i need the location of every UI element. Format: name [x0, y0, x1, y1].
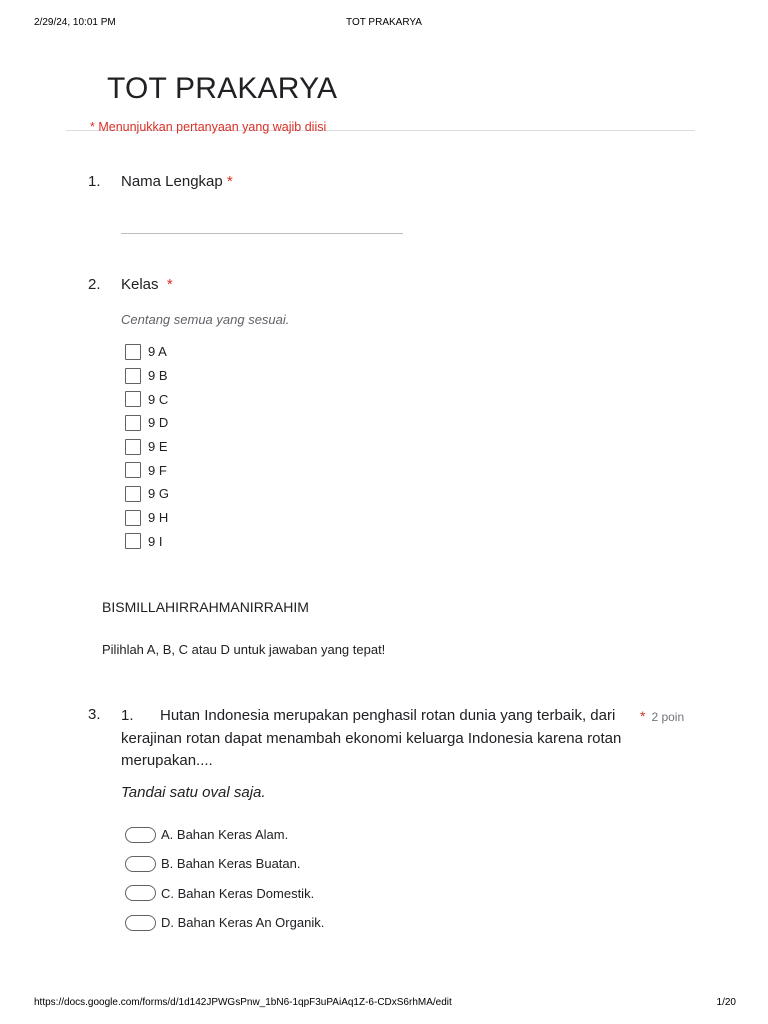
section-title: BISMILLAHIRRAHMANIRRAHIM — [102, 599, 309, 615]
answer-option-c[interactable] — [125, 879, 324, 908]
checkbox-label: 9 I — [148, 533, 163, 549]
print-url: https://docs.google.com/forms/d/1d142JPWGsPnw_1bN6-1qpF3uPAiAq1Z-6-CDxS6rhMA/edit — [34, 997, 452, 1008]
radio-label: D. Bahan Keras An Organik. — [161, 915, 325, 931]
print-footer — [0, 997, 768, 1011]
question-3-text-line1: Hutan Indonesia merupakan penghasil rotan dunia yang terbaik, dari — [160, 707, 616, 724]
kelas-option-9g[interactable] — [125, 482, 169, 506]
checkbox-label: 9 G — [148, 486, 169, 502]
section-description: Pilihlah A, B, C atau D untuk jawaban yang tepat! — [102, 642, 386, 657]
checkbox[interactable] — [125, 368, 141, 384]
checkbox[interactable] — [125, 415, 141, 431]
question-1-label-text: Nama Lengkap — [121, 173, 223, 190]
checkbox-label: 9 C — [148, 391, 169, 407]
required-note: * Menunjukkan pertanyaan yang wajib diisi — [90, 120, 327, 134]
checkbox-label: 9 F — [148, 462, 167, 478]
radio-oval[interactable] — [125, 856, 156, 872]
kelas-option-9c[interactable] — [125, 387, 169, 411]
checkbox-label: 9 H — [148, 510, 169, 526]
kelas-option-9b[interactable] — [125, 364, 169, 388]
question-1-number: 1. — [88, 173, 101, 190]
kelas-option-9f[interactable] — [125, 458, 169, 482]
radio-label: C. Bahan Keras Domestik. — [161, 885, 315, 901]
checkbox-label: 9 B — [148, 368, 168, 384]
print-header — [0, 17, 768, 31]
print-doc-title: TOT PRAKARYA — [346, 17, 422, 28]
checkbox[interactable] — [125, 391, 141, 407]
kelas-option-9a[interactable] — [125, 340, 169, 364]
question-3-hint: Tandai satu oval saja. — [121, 784, 266, 801]
radio-label: B. Bahan Keras Buatan. — [161, 856, 301, 872]
radio-oval[interactable] — [125, 915, 156, 931]
page-number: 1/20 — [716, 997, 736, 1008]
points-label: 2 poin — [651, 710, 685, 724]
required-star: * — [226, 173, 233, 190]
question-1-label — [121, 173, 233, 190]
checkbox[interactable] — [125, 486, 141, 502]
kelas-option-9d[interactable] — [125, 411, 169, 435]
required-star: * — [166, 276, 173, 293]
answer-option-a[interactable] — [125, 820, 324, 849]
question-3-text — [121, 705, 641, 773]
checkbox[interactable] — [125, 462, 141, 478]
question-3-radio-list — [125, 820, 324, 937]
checkbox[interactable] — [125, 439, 141, 455]
answer-option-d[interactable] — [125, 908, 324, 937]
question-2-label-text: Kelas — [121, 276, 159, 293]
question-3-number: 3. — [88, 706, 101, 723]
kelas-option-9i[interactable] — [125, 530, 169, 554]
nama-lengkap-input[interactable] — [121, 233, 403, 234]
required-star: * — [640, 708, 646, 724]
kelas-checkbox-list — [125, 340, 169, 553]
kelas-option-9h[interactable] — [125, 506, 169, 530]
question-2-hint: Centang semua yang sesuai. — [121, 312, 290, 327]
checkbox-label: 9 D — [148, 415, 169, 431]
question-3-points — [640, 708, 688, 724]
question-3-sub-number: 1. — [121, 707, 134, 724]
answer-option-b[interactable] — [125, 849, 324, 878]
checkbox-label: 9 A — [148, 344, 167, 360]
kelas-option-9e[interactable] — [125, 435, 169, 459]
radio-label: A. Bahan Keras Alam. — [161, 827, 289, 843]
radio-oval[interactable] — [125, 885, 156, 901]
checkbox-label: 9 E — [148, 439, 168, 455]
checkbox[interactable] — [125, 344, 141, 360]
form-title: TOT PRAKARYA — [107, 72, 338, 105]
print-datetime: 2/29/24, 10:01 PM — [34, 17, 116, 28]
checkbox[interactable] — [125, 510, 141, 526]
question-3-text-rest: kerajinan rotan dapat menambah ekonomi keluarga Indonesia karena rotan merupakan.... — [121, 729, 622, 769]
checkbox[interactable] — [125, 533, 141, 549]
radio-oval[interactable] — [125, 827, 156, 843]
question-2-number: 2. — [88, 276, 101, 293]
question-2-label — [121, 276, 173, 293]
